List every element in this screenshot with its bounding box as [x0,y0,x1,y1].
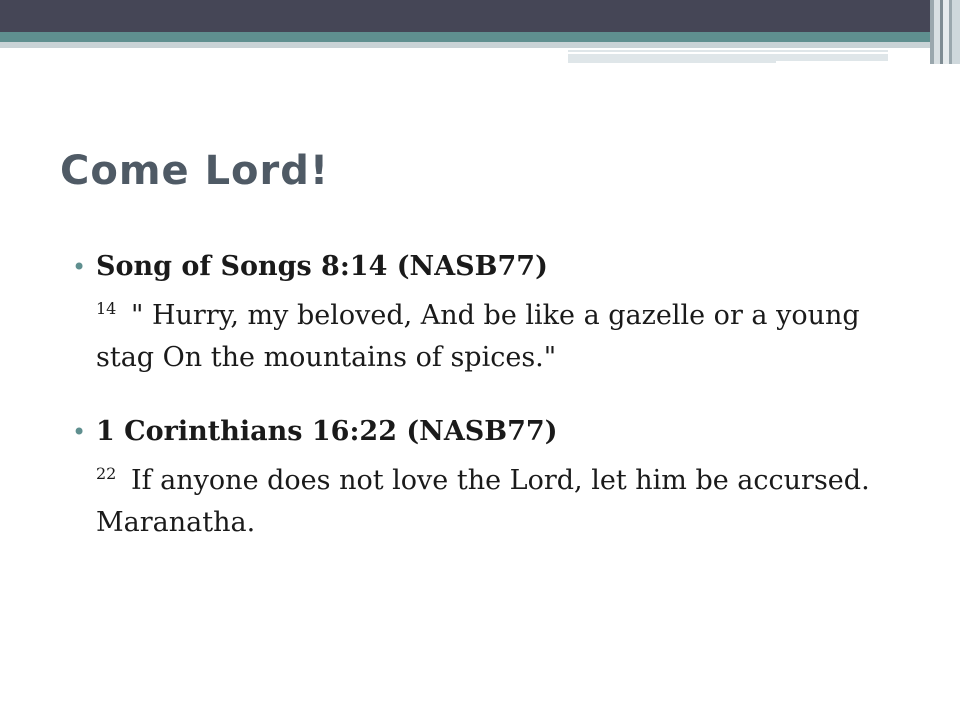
bullet-icon: • [72,253,87,281]
verse-text: " Hurry, my beloved, And be like a gazelle or a young stag On the mountains of spices." [96,300,860,373]
bullet-item [72,246,912,379]
verse-text: If anyone does not love the Lord, let him be accursed. Maranatha. [96,465,870,538]
header-divider-line [568,52,888,54]
verse-number: 14 [96,299,117,318]
slide-title: Come Lord! [60,148,330,194]
bullet-icon: • [72,418,87,446]
scripture-reference: Song of Songs 8:14 (NASB77) [96,251,548,282]
header-band-gray [0,42,930,48]
bullet-item [72,411,912,544]
scripture-reference: 1 Corinthians 16:22 (NASB77) [96,416,558,447]
corner-stripe [952,0,960,64]
header-band-dark [0,0,960,32]
verse-number: 22 [96,464,117,483]
verse-text-block [96,465,870,538]
header-band-teal [0,32,930,42]
bullet-list [72,246,912,576]
header-accent-line [776,61,888,63]
verse-text-block [96,300,860,373]
